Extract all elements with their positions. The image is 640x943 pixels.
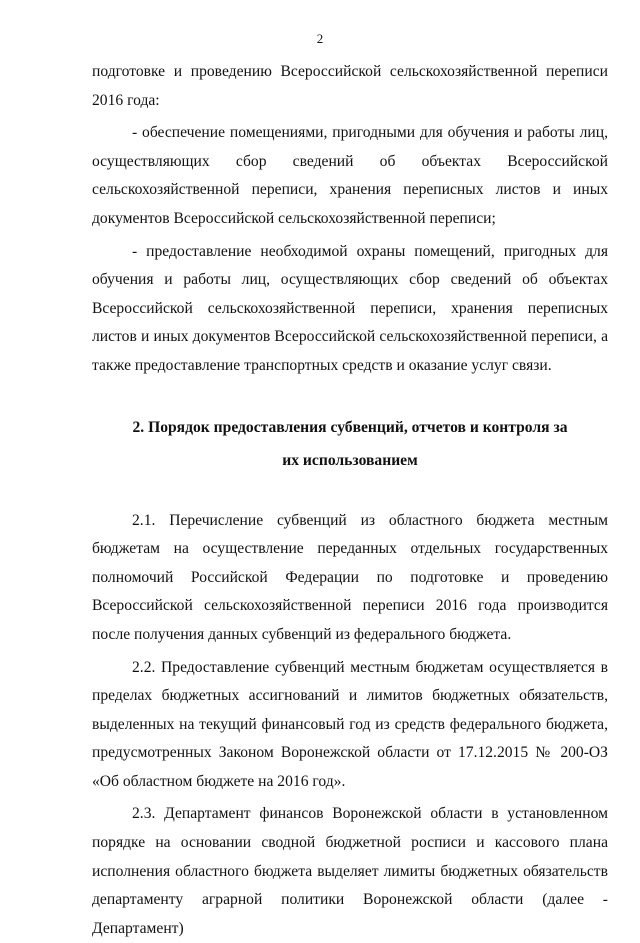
section-heading: 2. Порядок предоставления субвенций, отчетов и контроля за их использованием [132,418,568,469]
list-item-premises: - обеспечение помещениями, пригодными для обучения и работы лиц, осуществляющих сбор сведений об объектах Всероссийской сельскохозяйственной переписи, хранения переписных листов и иных документов Всероссийской сельскохозяйственной переписи; [92,124,608,227]
list-item-security: - предоставление необходимой охраны помещений, пригодных для обучения и работы лиц, осуществляющих сбор сведений об объектах Всероссийской сельскохозяйственной переписи, хранения переписных листов и иных документов Всероссийской сельскохозяйственной переписи, а также предоставление транспортных средств и оказание услуг связи. [92,242,608,374]
document-body [92,58,608,943]
clause-2-1: 2.1. Перечисление субвенций из областного бюджета местным бюджетам на осуществление переданных отдельных государственных полномочий Российской Федерации по подготовке и проведению Всероссийской сельскохозяйственной переписи 2016 года производится после получения данных субвенций из федерального бюджета. [92,511,608,643]
paragraph-continuation: подготовке и проведению Всероссийской сельскохозяйственной переписи 2016 года: [92,63,608,109]
page-number: 2 [316,31,324,46]
clause-2-3: 2.3. Департамент финансов Воронежской области в установленном порядке на основании сводной бюджетной росписи и кассового плана исполнения областного бюджета выделяет лимиты бюджетных обязательств департаменту аграрной политики Воронежской области (далее - Департамент) [92,805,608,937]
clause-2-2: 2.2. Предоставление субвенций местным бюджетам осуществляется в пределах бюджетных ассигнований и лимитов бюджетных обязательств, выделенных на текущий финансовый год из средств федерального бюджета, предусмотренных Законом Воронежской области от 17.12.2015 № 200-ОЗ «Об областном бюджете на 2016 год». [92,658,608,790]
